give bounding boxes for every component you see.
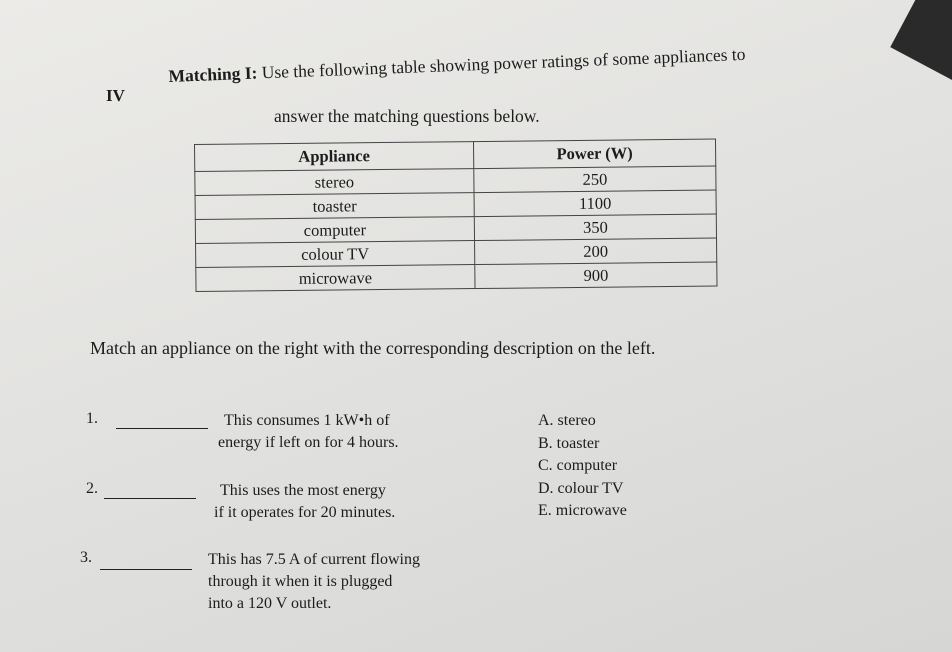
options-list	[538, 410, 627, 523]
page-corner-shadow	[890, 0, 952, 80]
power-cell: 350	[474, 214, 716, 241]
question-2-line-2: if it operates for 20 minutes.	[214, 504, 396, 521]
option-toaster: B. toaster	[538, 434, 600, 452]
table-row	[196, 262, 717, 291]
option-colour-tv: D. colour TV	[538, 479, 624, 497]
power-cell: 200	[475, 238, 717, 265]
question-3-line-3: into a 120 V outlet.	[208, 595, 332, 612]
appliance-cell: computer	[195, 217, 474, 244]
column-header-appliance: Appliance	[195, 142, 474, 172]
question-3-text	[208, 549, 420, 615]
question-2-answer-blank[interactable]	[104, 484, 196, 504]
power-cell: 900	[475, 262, 717, 289]
heading-bold-label: Matching I:	[168, 62, 258, 86]
heading-line-2: answer the matching questions below.	[274, 106, 540, 126]
appliance-cell: toaster	[195, 193, 474, 220]
option-computer: C. computer	[538, 457, 618, 474]
question-1-text	[218, 410, 399, 454]
question-1-line-1: This consumes 1 kW•h of	[224, 412, 390, 429]
option-microwave: E. microwave	[538, 502, 627, 519]
question-2-text	[214, 480, 395, 524]
question-2-line-1: This uses the most energy	[220, 482, 386, 499]
question-1-answer-blank[interactable]	[116, 414, 208, 434]
question-1-number: 1.	[86, 410, 98, 427]
question-2-number: 2.	[86, 480, 98, 497]
question-3-number: 3.	[80, 549, 92, 566]
power-ratings-table	[194, 139, 718, 292]
question-1-line-2: energy if left on for 4 hours.	[218, 434, 399, 451]
power-cell: 250	[474, 166, 716, 193]
question-3-line-1: This has 7.5 A of current flowing	[208, 551, 420, 568]
appliance-cell: colour TV	[196, 241, 475, 268]
question-3-answer-blank[interactable]	[100, 555, 192, 575]
option-stereo: A. stereo	[538, 412, 596, 429]
section-number: IV	[106, 86, 125, 105]
heading-text: Use the following table showing power ratings of some appliances to	[261, 43, 746, 83]
appliance-cell: stereo	[195, 169, 474, 196]
section-heading	[168, 37, 868, 88]
column-header-power: Power (W)	[473, 139, 715, 169]
question-3-line-2: through it when it is plugged	[208, 573, 393, 590]
appliance-cell: microwave	[196, 265, 475, 292]
power-cell: 1100	[474, 190, 716, 217]
matching-instruction: Match an appliance on the right with the corresponding description on the left.	[90, 338, 656, 358]
